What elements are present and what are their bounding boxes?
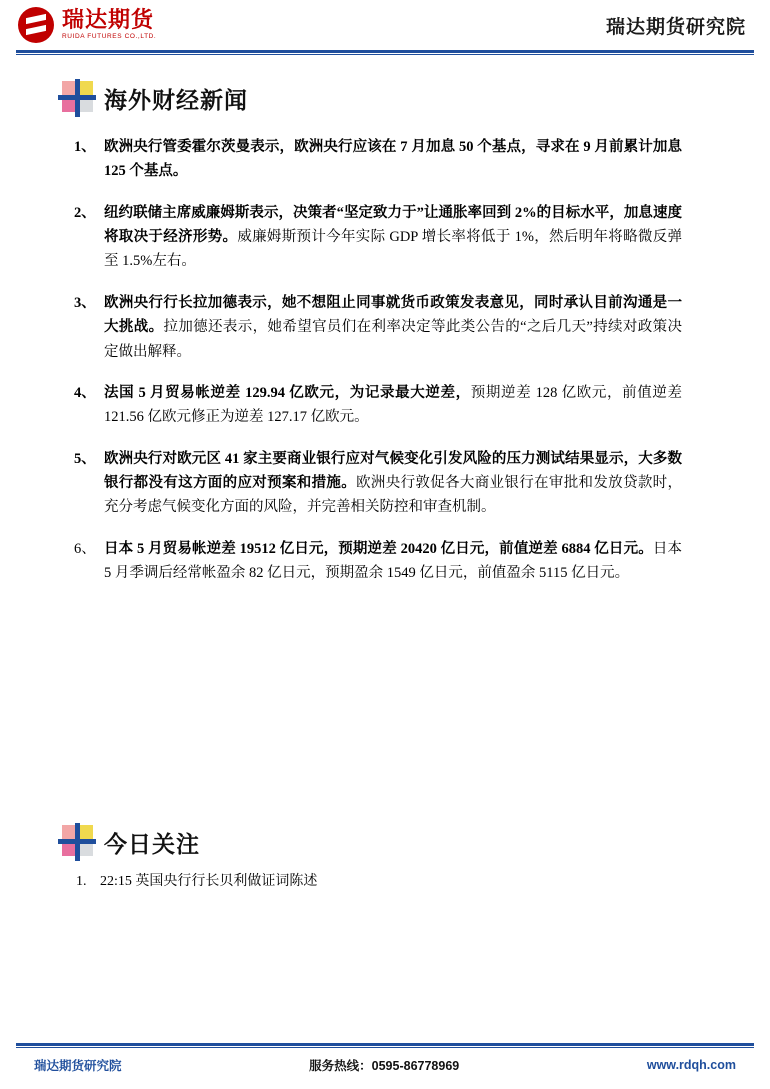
brand-name-en: RUIDA FUTURES CO.,LTD. [62,33,157,41]
list-item [74,381,682,430]
section-title: 今日关注 [104,830,200,857]
section-title: 海外财经新闻 [104,86,248,113]
page-footer [0,1043,770,1089]
header-divider [16,50,754,53]
focus-list [0,869,770,894]
list-item-number: 5、 [74,450,96,467]
list-item-tail: 预期逆差 128 亿欧元，前值逆差 121.56 亿欧元修正为逆差 127.17 亿欧元。 [104,384,683,426]
footer-hotline: 服务热线：0595-86778969 [309,1059,460,1073]
list-item-body [104,537,682,586]
list-item-number: 3、 [74,294,96,311]
list-item [74,201,682,274]
list-item-body [104,201,682,274]
list-item-tail: 拉加德还表示，她希望官员们在利率决定等此类公告的“之后几天”持续对政策决定做出解释。 [104,319,682,360]
list-item-number: 4、 [74,384,96,401]
list-item [74,447,682,520]
section-mark-icon [60,825,94,859]
list-item-tail: 欧洲央行敦促各大商业银行在审批和发放贷款时，充分考虑气候变化方面的风险，并完善相关防控和审查机制。 [104,474,682,516]
list-item-tail: 日本 5 月季调后经常帐盈余 82 亿日元，预期盈余 1549 亿日元，前值盈余 5115 亿日元。 [104,540,683,582]
footer-company: 瑞达期货研究院 [34,1059,122,1073]
section-overseas-news [0,81,770,115]
footer-website[interactable]: www.rdqh.com [646,1058,736,1072]
list-item [74,135,682,184]
list-item-body [104,381,682,430]
page-title: 瑞达期货研究院 [605,16,746,38]
footer-divider [16,1043,754,1046]
news-list [0,135,770,585]
list-item-number: 1. [76,874,87,890]
brand-text [62,9,156,41]
list-item-body [104,447,682,520]
list-item-lead: 法国 5 月贸易帐逆差 129.94 亿欧元，为记录最大逆差， [104,384,471,401]
list-item-lead: 欧洲央行对欧元区 41 家主要商业银行应对气候变化引发风险的压力测试结果显示，大多数银行都没有这方面的应对预案和措施。 [104,450,682,491]
brand-name-cn: 瑞达期货 [62,7,155,33]
brand [18,7,156,43]
ruida-logo-icon [18,7,54,43]
list-item-body [104,291,682,364]
section-today-focus [0,825,770,859]
list-item-lead: 欧洲央行行长拉加德表示，她不想阻止同事就货币政策发表意见，同时承认目前沟通是一大挑战。 [104,294,682,336]
list-item [74,537,682,586]
list-item [74,291,682,364]
header-divider-thin [16,54,754,55]
list-item-lead: 欧洲央行管委霍尔茨曼表示，欧洲央行应该在 7 月加息 50 个基点，寻求在 9 月前累计加息 125 个基点。 [104,139,682,180]
list-item-text: 22:15 英国央行行长贝利做证词陈述 [100,874,318,890]
list-item-number: 1、 [74,139,96,155]
list-item [76,869,770,894]
page-header [0,0,770,50]
list-item-lead: 纽约联储主席威廉姆斯表示，决策者“坚定致力于”让通胀率回到 2%的目标水平，加息速度将取决于经济形势。 [104,204,682,246]
list-item-number: 2、 [74,204,96,221]
list-item-number: 6、 [74,540,96,557]
list-item-lead: 日本 5 月贸易帐逆差 19512 亿日元，预期逆差 20420 亿日元，前值逆差 6884 亿日元。 [104,540,653,557]
list-item-tail: 威廉姆斯预计今年实际 GDP 增长率将低于 1%，然后明年将略微反弹至 1.5%左右。 [104,229,683,270]
footer-row [0,1048,770,1074]
section-mark-icon [60,81,94,115]
list-item-body [104,135,682,184]
